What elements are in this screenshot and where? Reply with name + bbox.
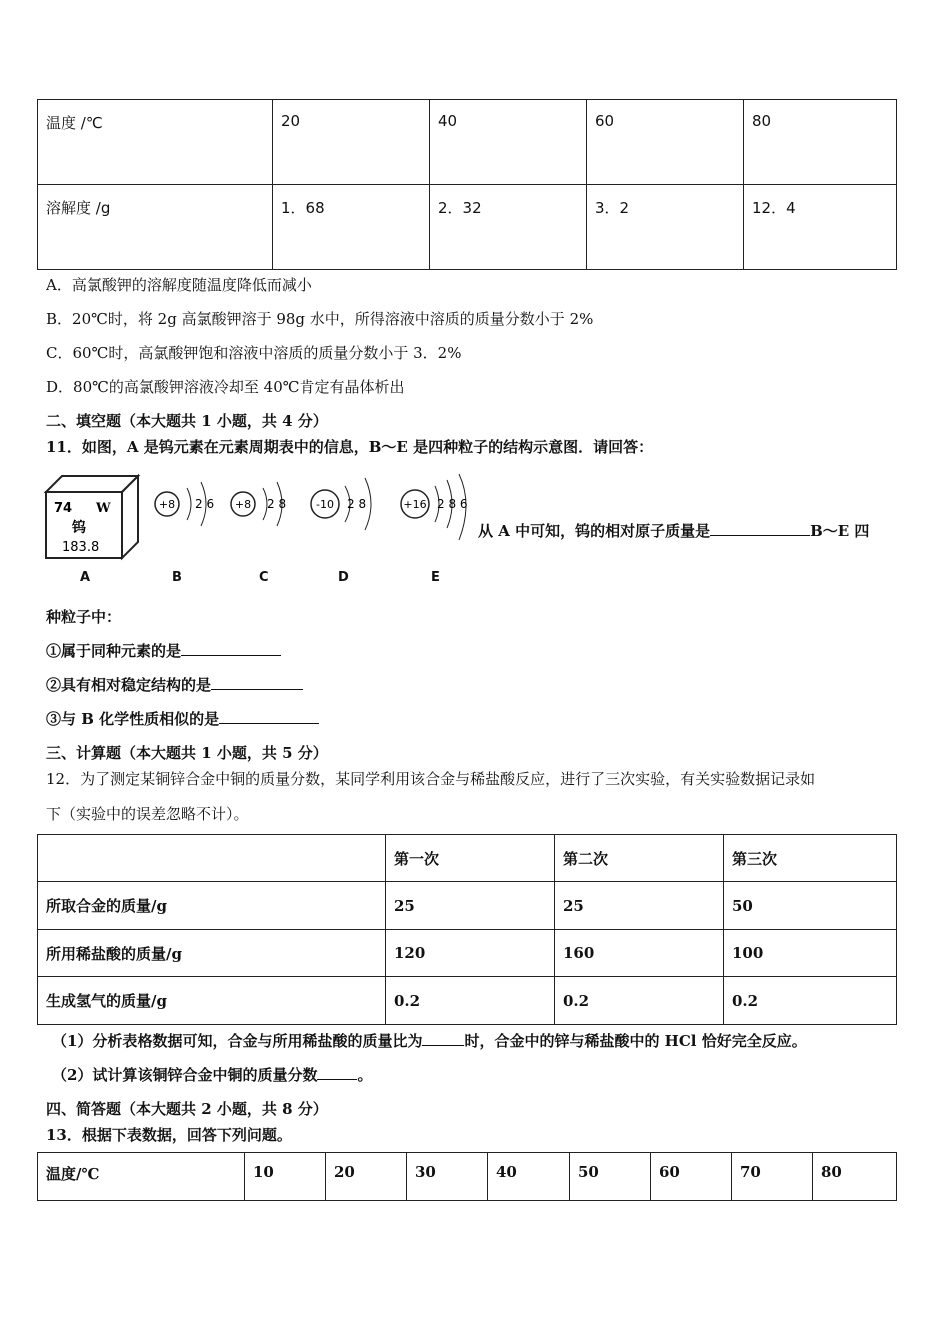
table-cell: 25	[555, 882, 724, 930]
sub-question	[46, 708, 319, 729]
atomic-number: 74	[54, 501, 73, 516]
table-row	[38, 100, 897, 185]
table-cell: 40	[430, 100, 587, 185]
table-cell: 0.2	[555, 977, 724, 1025]
question-11-cont: 种粒子中：	[46, 608, 122, 626]
question-text: B～E 四	[810, 522, 870, 540]
table-cell: 10	[245, 1153, 326, 1201]
table-cell: 20	[273, 100, 430, 185]
option-c: C．60℃时，高氯酸钾饱和溶液中溶质的质量分数小于 3．2%	[46, 344, 462, 362]
electron-shells: 2 8	[267, 497, 287, 511]
electron-shells: 2 8	[347, 497, 367, 511]
option-b: B．20℃时，将 2g 高氯酸钾溶于 98g 水中，所得溶液中溶质的质量分数小于 2%	[46, 310, 594, 328]
column-header: 第三次	[724, 835, 897, 882]
table-cell: 80	[744, 100, 897, 185]
nucleus-charge: +8	[234, 498, 252, 511]
section-heading: 三、计算题（本大题共 1 小题，共 5 分）	[46, 744, 328, 762]
section-heading: 二、填空题（本大题共 1 小题，共 4 分）	[46, 412, 328, 430]
figure-label: B	[172, 570, 182, 585]
answer-blank[interactable]	[211, 675, 303, 690]
table-cell: 50	[570, 1153, 651, 1201]
sub-question-text: （2）试计算该铜锌合金中铜的质量分数	[52, 1066, 318, 1084]
option-d: D．80℃的高氯酸钾溶液冷却至 40℃肯定有晶体析出	[46, 378, 405, 396]
figure-label: D	[338, 570, 349, 585]
sub-question	[52, 1064, 372, 1085]
sub-question	[46, 674, 303, 695]
answer-blank[interactable]	[710, 521, 810, 536]
table-row	[38, 1153, 897, 1201]
table-cell: 120	[386, 930, 555, 977]
table-header-row	[38, 835, 897, 882]
electron-shells: 2 8 6	[437, 497, 468, 511]
row-label: 所用稀盐酸的质量/g	[38, 930, 386, 977]
table-cell: 50	[724, 882, 897, 930]
figure-label: A	[80, 570, 91, 585]
table-cell: 30	[407, 1153, 488, 1201]
table-cell: 60	[651, 1153, 732, 1201]
section-heading: 四、简答题（本大题共 2 小题，共 8 分）	[46, 1100, 328, 1118]
temperature-table	[37, 1152, 897, 1201]
table-cell: 70	[732, 1153, 813, 1201]
column-header: 第二次	[555, 835, 724, 882]
table-row	[38, 185, 897, 270]
table-cell: 0.2	[386, 977, 555, 1025]
answer-blank[interactable]	[422, 1031, 464, 1046]
atom-structure-figures	[145, 470, 480, 560]
question-12-stem-cont: 下（实验中的误差忽略不计）。	[46, 805, 249, 823]
table-cell: 80	[813, 1153, 897, 1201]
answer-blank[interactable]	[181, 641, 281, 656]
nucleus-charge: +16	[403, 498, 427, 511]
answer-blank[interactable]	[317, 1065, 357, 1080]
table-row	[38, 930, 897, 977]
sub-question-text: 。	[357, 1066, 373, 1084]
electron-shells: 2 6	[195, 497, 215, 511]
atom-d	[311, 478, 371, 530]
element-symbol: W	[96, 501, 111, 516]
table-cell: 25	[386, 882, 555, 930]
row-label: 所取合金的质量/g	[38, 882, 386, 930]
element-tile-figure	[42, 470, 142, 565]
nucleus-charge: +8	[158, 498, 176, 511]
table-cell: 160	[555, 930, 724, 977]
column-header: 第一次	[386, 835, 555, 882]
sub-question-text: ①属于同种元素的是	[46, 642, 182, 660]
column-header	[38, 835, 386, 882]
table-cell: 0.2	[724, 977, 897, 1025]
question-11-stem: 11．如图，A 是钨元素在元素周期表中的信息，B～E 是四种粒子的结构示意图．请回答：	[46, 438, 654, 456]
sub-question	[52, 1030, 807, 1051]
nucleus-charge: -10	[316, 498, 334, 511]
table-row	[38, 977, 897, 1025]
question-text: 从 A 中可知，钨的相对原子质量是	[478, 522, 711, 540]
table-row	[38, 882, 897, 930]
atom-b	[155, 482, 214, 526]
sub-question-text: （1）分析表格数据可知，合金与所用稀盐酸的质量比为	[52, 1032, 423, 1050]
option-a: A．高氯酸钾的溶解度随温度降低而减小	[46, 276, 312, 294]
table-cell: 12．4	[744, 185, 897, 270]
atom-e	[401, 474, 468, 540]
table-cell: 1．68	[273, 185, 430, 270]
solubility-table	[37, 99, 897, 270]
figure-label: C	[259, 570, 269, 585]
question-11-text	[478, 520, 869, 541]
sub-question-text: ③与 B 化学性质相似的是	[46, 710, 220, 728]
figure-label: E	[431, 570, 440, 585]
table-cell: 100	[724, 930, 897, 977]
sub-question-text: 时，合金中的锌与稀盐酸中的 HCl 恰好完全反应。	[464, 1032, 807, 1050]
sub-question	[46, 640, 281, 661]
atomic-mass: 183.8	[62, 540, 100, 555]
row-label: 溶解度 /g	[38, 185, 273, 270]
atom-c	[231, 482, 286, 526]
row-label: 生成氢气的质量/g	[38, 977, 386, 1025]
answer-blank[interactable]	[219, 709, 319, 724]
question-13-stem: 13．根据下表数据，回答下列问题。	[46, 1126, 292, 1144]
table-cell: 3．2	[587, 185, 744, 270]
table-cell: 40	[488, 1153, 570, 1201]
question-12-stem: 12．为了测定某铜锌合金中铜的质量分数，某同学利用该合金与稀盐酸反应，进行了三次实验，有关实验数据记录如	[46, 770, 816, 788]
row-label: 温度/℃	[38, 1153, 245, 1201]
table-cell: 60	[587, 100, 744, 185]
element-name: 钨	[72, 520, 86, 536]
table-cell: 20	[326, 1153, 407, 1201]
row-label: 温度 /℃	[38, 100, 273, 185]
sub-question-text: ②具有相对稳定结构的是	[46, 676, 212, 694]
experiment-table	[37, 834, 897, 1025]
table-cell: 2．32	[430, 185, 587, 270]
